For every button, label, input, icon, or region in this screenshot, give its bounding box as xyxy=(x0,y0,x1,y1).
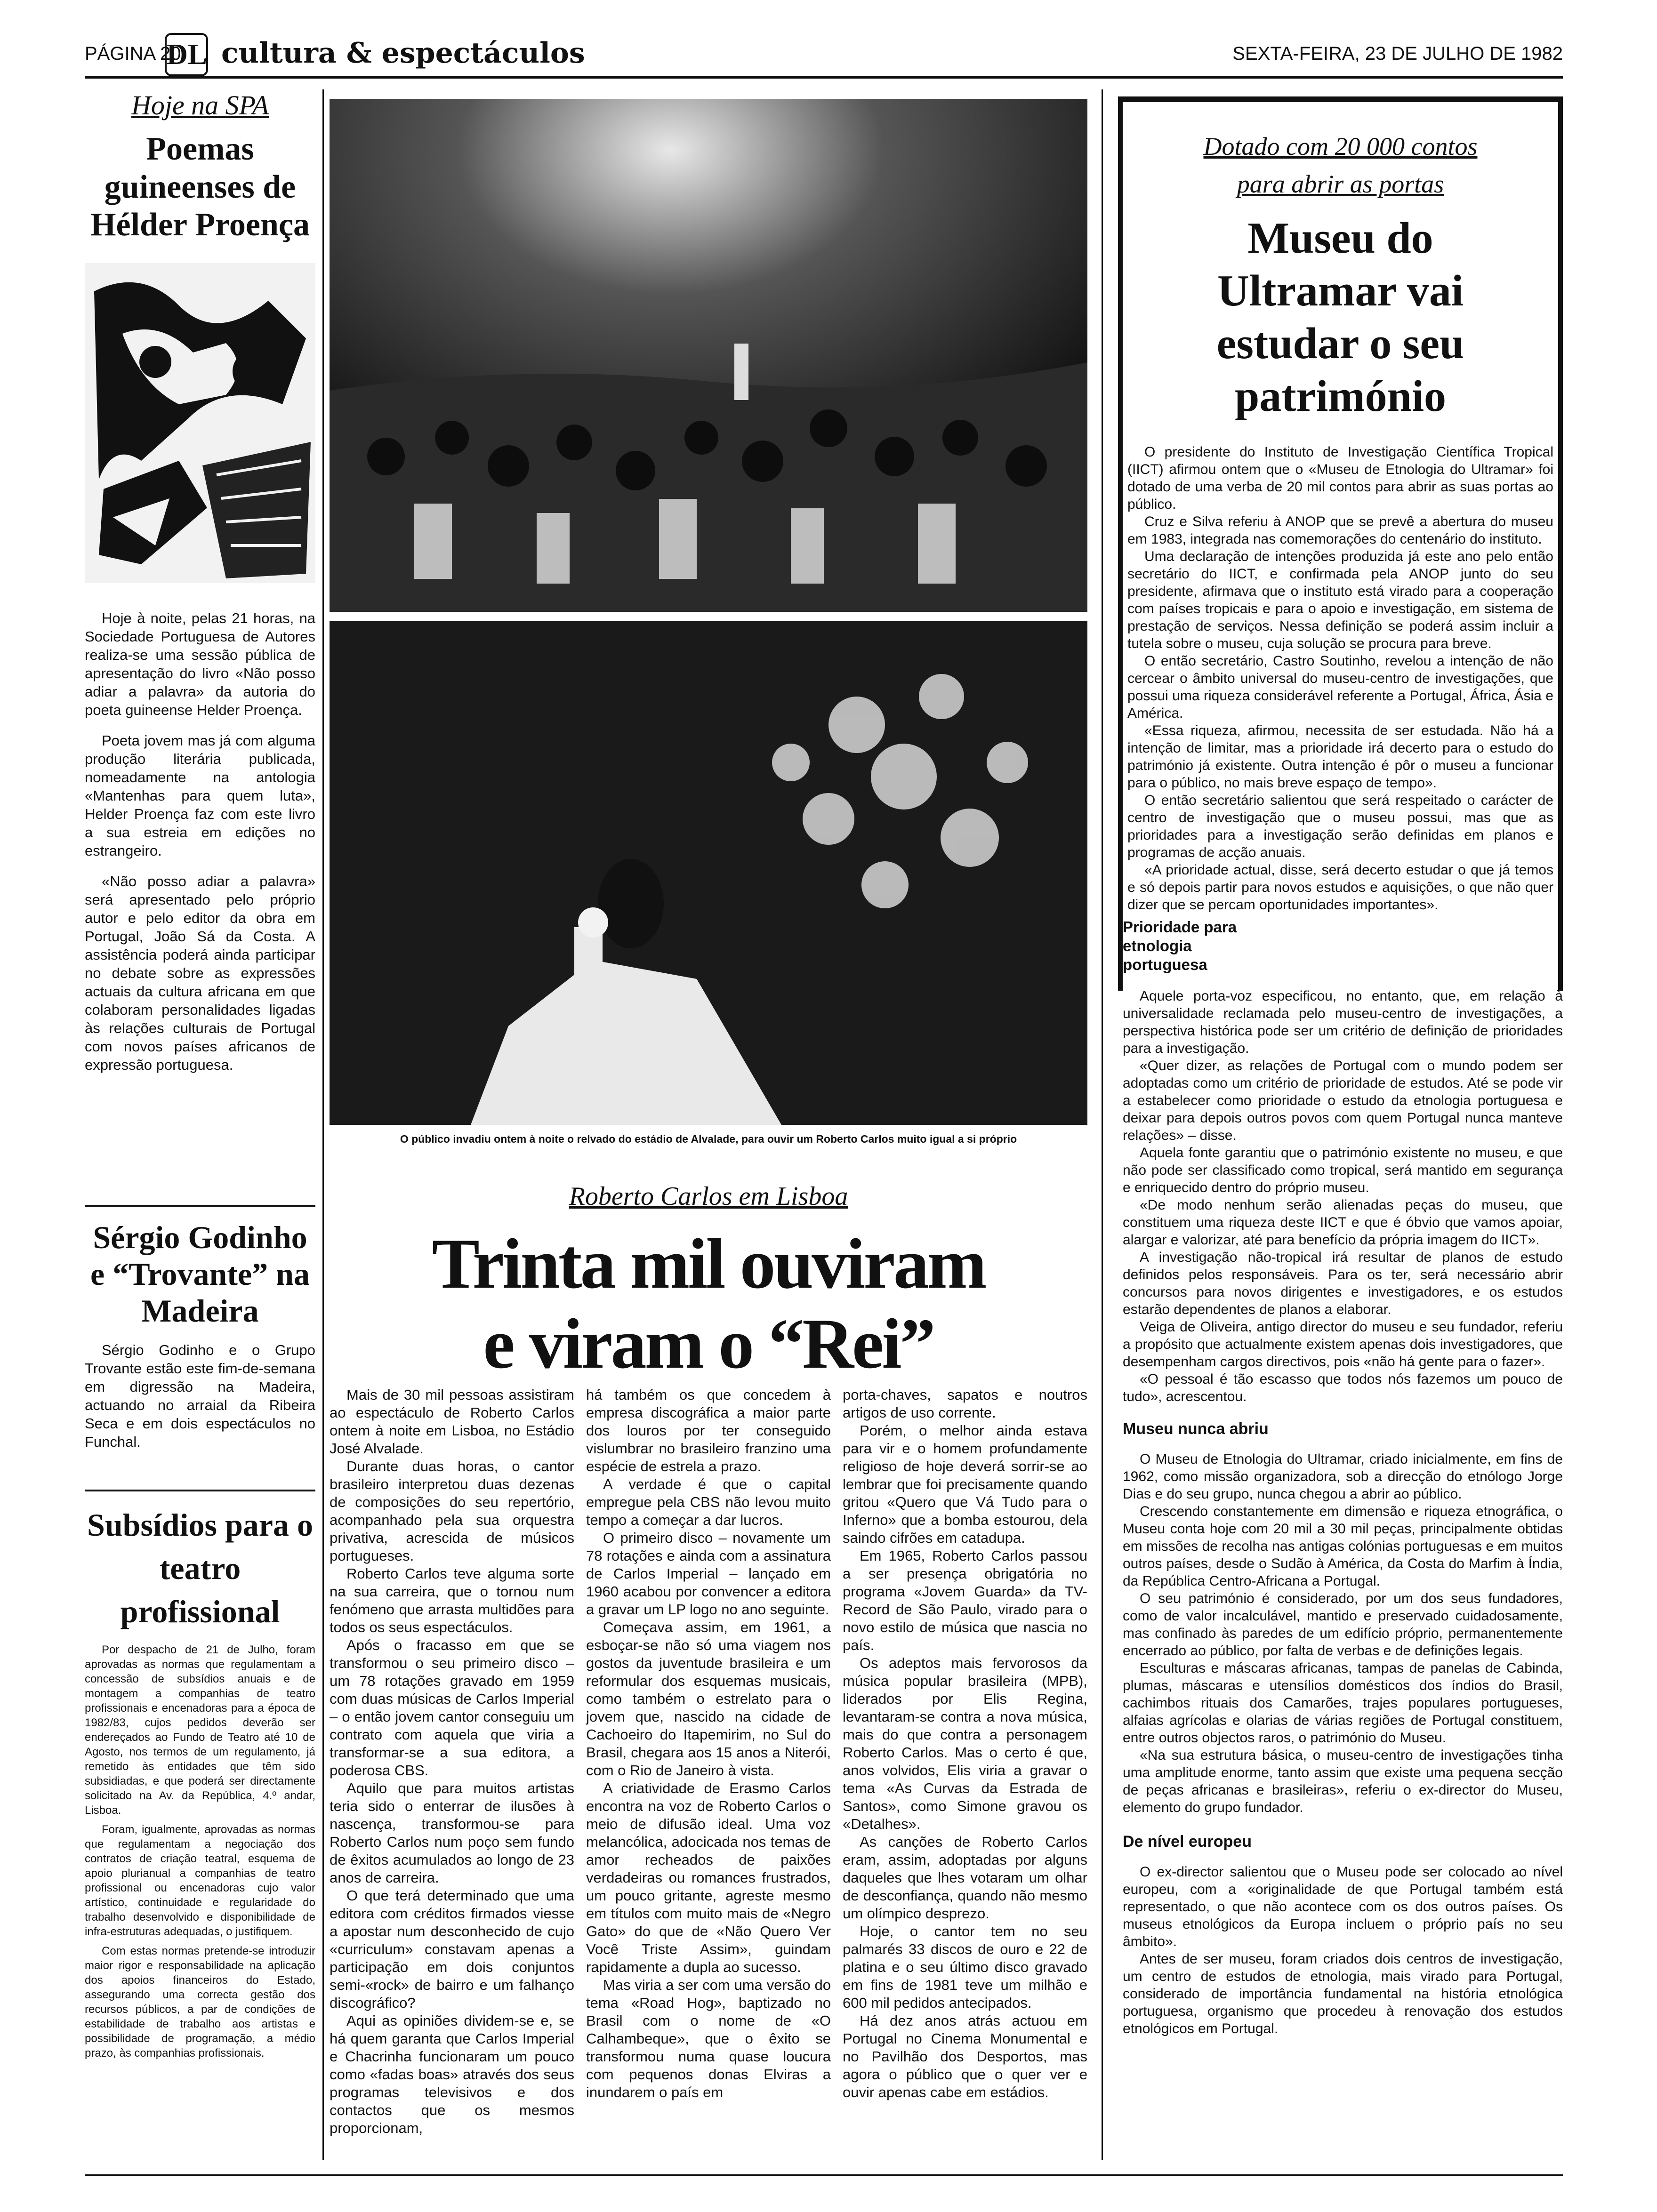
singer-graphic xyxy=(330,621,1087,1125)
never-opened-paragraph: «Na sua estrutura básica, o museu-centro de investigações tinha uma amplitude enorme, tanto assim que existe uma pequena secção de peças africanas e brasileiras», referiu o ex-director do Museu, elemento do grupo fundador. xyxy=(1123,1747,1563,1815)
roberto-headline xyxy=(330,1224,1087,1384)
crowd-graphic xyxy=(330,99,1087,612)
roberto-paragraph: Mas viria a ser com uma versão do tema «Road Hog», baptizado no Brasil com o nome de «O Calhambeque», que o êxito se transformou numa quase loucura com pequenos donas Elviras a inundarem o país em xyxy=(586,1977,831,2100)
european-level-paragraph: O ex-director salientou que o Museu pode ser colocado ao nível europeu, com a «originalidade de que Portugal também está representado, o que não acontece com os dos outros países. Os museus etnológicos da Europa incluem o próprio país no seu âmbito». xyxy=(1123,1864,1563,1949)
poems-paragraph-1: Hoje à noite, pelas 21 horas, na Sociedade Portuguesa de Autores realiza-se uma sessão pública de apresentação do livro «Não posso adiar a palavra» da autoria do poeta guineense Helder Proença. xyxy=(85,609,315,718)
theatre-paragraph-3: Com estas normas pretende-se introduzir maior rigor e responsabilidade na aplicação dos apoios financeiros do Estado, assegurando uma correcta gestão dos recursos públicos, a par de condições de estabilidade de trabalho aos artistas e possibilidade de programação, a médio prazo, às companhias profissionais. xyxy=(85,1945,315,2060)
roberto-paragraph: Aquilo que para muitos artistas teria sido o enterrar de ilusões à nascença, transformou-se para Roberto Carlos num poço sem fundo de êxitos acumulados ao longo de 23 anos de carreira. xyxy=(330,1780,574,1886)
roberto-paragraph: A criatividade de Erasmo Carlos encontra na voz de Roberto Carlos o meio de difusão ideal. Uma voz melancólica, adocicada nos temas de amor recheados de paixões verdadeiras ou romances frustrados, um pouco gritante, agreste mesmo em títulos com muito mais de «Negro Gato» do que de «Não Quero Ver Você Triste Assim», guindam rapidamente a dupla ao sucesso. xyxy=(586,1780,831,1975)
priority-subheading: Prioridade para etnologia portuguesa xyxy=(1123,918,1237,973)
roberto-paragraph: Começava assim, em 1961, a esboçar-se não só uma viagem nos gostos da juventude brasileira e um reformular dos esquemas musicais, como também o estrelato para o jovem que, nascido na cidade de Cachoeiro do Itapemirim, no Sul do Brasil, chegara aos 15 anos a Niterói, com o Rio de Janeiro à vista. xyxy=(586,1619,831,1779)
museum-kicker-2: para abrir as portas xyxy=(1237,170,1444,198)
spa-kicker: Hoje na SPA xyxy=(131,90,269,120)
never-opened-paragraph: O seu património é considerado, por um dos seus fundadores, como de valor incalculável, mantido e preservado cuidadosamente, mas confinado às paredes de um edifício próprio, permanentemente encerrado ao público, por falta de verbas e de definições legais. xyxy=(1123,1591,1563,1659)
museum-article xyxy=(1127,132,1553,914)
museum-paragraph: O então secretário salientou que será respeitado o carácter de centro de investigação que o museu possui, mas que as prioridades para a investigação serão definidas em planos e programas de acção anuais. xyxy=(1127,793,1553,860)
roberto-paragraph: O primeiro disco – novamente um 78 rotações e ainda com a assinatura de Carlos Imperial – lançado em 1960 acabou por convencer a editora a gravar um LP logo no ano seguinte. xyxy=(586,1530,831,1618)
roberto-paragraph: Mais de 30 mil pessoas assistiram ao espectáculo de Roberto Carlos ontem à noite em Lisboa, no Estádio José Alvalade. xyxy=(330,1387,574,1457)
godinho-article xyxy=(85,1219,315,1451)
photo-caption: O público invadiu ontem à noite o relvado do estádio de Alvalade, para ouvir um Roberto Carlos muito igual a si próprio xyxy=(400,1133,1017,1145)
european-level-subheading: De nível europeu xyxy=(1123,1833,1252,1851)
priority-paragraph: «De modo nenhum serão alienadas peças do museu, que constituem uma riqueza deste IICT e que é óbvio que vamos apoiar, alargar e valorizar, até para benefício da própria imagem do IICT». xyxy=(1123,1197,1563,1248)
poems-article xyxy=(85,609,315,1074)
section-title: cultura & espectáculos xyxy=(221,37,585,70)
singer-photo xyxy=(330,621,1087,1125)
priority-paragraph: Aquela fonte garantiu que o património existente no museu, e que não pode ser classificado como tropical, será mantido em segurança e enriquecido dentro do próprio museu. xyxy=(1123,1145,1563,1195)
theatre-article xyxy=(85,1504,315,2060)
never-opened-paragraph: Esculturas e máscaras africanas, tampas de panelas de Cabinda, plumas, máscaras e utensílios domésticos dos índios do Brasil, cachimbos rituais dos Camarões, trajes populares portugueses, alfaias agrícolas e olarias de várias regiões de Portugal constituem, entre outros objectos raros, o património do Museu. xyxy=(1123,1660,1563,1746)
museum-paragraph: «Essa riqueza, afirmou, necessita de ser estudada. Não há a intenção de limitar, mas a prioridade irá decerto para o estudo do património já existente. Outra intenção é pôr o museu a funcionar para o público, no mais breve espaço de tempo». xyxy=(1127,723,1553,791)
never-opened-paragraph: Crescendo constantemente em dimensão e riqueza etnográfica, o Museu conta hoje com 20 mil a 30 mil peças, principalmente obtidas em missões de recolha nas antigas colónias portuguesas e em muitos outros países, desde o Sudão à América, da Costa do Marfim à Índia, da República Centro-Africana a Portugal. xyxy=(1123,1504,1563,1589)
theatre-paragraph-1: Por despacho de 21 de Julho, foram aprovadas as normas que regulamentam a concessão de subsídios anuais e de montagem a companhias de teatro profissionais e encenadoras para a época de 1982/83, cujos pedidos deverão ser endereçados ao Fundo de Teatro até 10 de Agosto, nos termos de um regulamento, já remetido às entidades que têm sido subsidiadas, e que poderá ser directamente solicitado na Av. da República, 4.º andar, Lisboa. xyxy=(85,1643,315,1817)
priority-paragraph: «Quer dizer, as relações de Portugal com o mundo podem ser adoptadas como um critério de prioridade de estudos. Até se pode vir a estabelecer como prioridade o estudo da etnologia portuguesa e deixar para depois outros povos com quem Portugal nunca manteve relações» – disse. xyxy=(1123,1058,1563,1143)
poster-art-graphic xyxy=(85,263,315,583)
poems-headline: Poemas guineenses de Hélder Proença xyxy=(90,131,310,243)
theatre-paragraph-2: Foram, igualmente, aprovadas as normas que regulamentam a negociação dos contratos de criação teatral, esquema de apoio plurianual a companhias de teatro profissional ou encenadoras cujo valor artístico, continuidade e regularidade do trabalho desenvolvido e disponibilidade de infra-estruturas adequadas, o justifiquem. xyxy=(85,1823,315,1939)
left-column xyxy=(85,89,315,1074)
roberto-paragraph: porta-chaves, sapatos e noutros artigos de uso corrente. xyxy=(843,1387,1087,1421)
roberto-paragraph: As canções de Roberto Carlos eram, assim, adoptadas por alguns daqueles que lhes votaram um olhar de desconfiança, quando não mesmo um olímpico desprezo. xyxy=(843,1834,1087,1922)
museum-headline: Museu do Ultramar vai estudar o seu património xyxy=(1216,214,1464,421)
page-bottom-rule xyxy=(85,2174,1563,2176)
museum-continued xyxy=(1123,918,1563,2037)
left-divider-1 xyxy=(85,1205,315,1207)
poems-paragraph-3: «Não posso adiar a palavra» será apresentado pelo próprio autor e pelo editor da obra em Portugal, João Sá da Costa. A assistência poderá ainda participar no debate sobre as expressões actuais da cultura africana em que colaboram personalidades ligadas às relações culturais de Portugal com novos países africanos de expressão portuguesa. xyxy=(85,873,315,1073)
never-opened-paragraph: O Museu de Etnologia do Ultramar, criado inicialmente, em fins de 1962, como missão organizadora, sob a direcção do etnólogo Jorge Dias e do seu grupo, nunca chegou a abrir ao público. xyxy=(1123,1451,1563,1502)
museum-paragraph: «A prioridade actual, disse, será decerto estudar o que já temos e só depois partir para novos estudos e aquisições, o que não quer dizer que se percam oportunidades importantes». xyxy=(1127,862,1553,913)
roberto-headline-line-1: Trinta mil ouviram xyxy=(432,1224,985,1303)
column-rule-right xyxy=(1102,89,1103,2160)
priority-paragraph: «O pessoal é tão escasso que todos nós fazemos um pouco de tudo», acrescentou. xyxy=(1123,1371,1563,1404)
roberto-column-2 xyxy=(586,1386,831,2101)
newspaper-logo: DL xyxy=(165,33,208,76)
column-rule-left xyxy=(322,89,324,2160)
left-divider-2 xyxy=(85,1490,315,1491)
priority-paragraph: Veiga de Oliveira, antigo director do museu e seu fundador, referiu a propósito que actualmente existem apenas dois investigadores, que desempenham cargos directivos, pois «não há gente para o fazer». xyxy=(1123,1319,1563,1370)
roberto-column-3 xyxy=(843,1386,1087,2101)
roberto-paragraph: Em 1965, Roberto Carlos passou a ser presença obrigatória no programa «Jovem Guarda» da TV-Record de São Paulo, virado para o novo estilo de música que nascia no país. xyxy=(843,1547,1087,1653)
roberto-paragraph: A verdade é que o capital empregue pela CBS não levou muito tempo a começar a dar lucros. xyxy=(586,1476,831,1528)
poster-illustration xyxy=(85,263,315,583)
priority-paragraph: A investigação não-tropical irá resultar de planos de estudo definidos pelos responsáveis. Para os ter, será necessário abrir concursos para novos dirigentes e investigadores, e os estudos estarão dependentes de planos a elaborar. xyxy=(1123,1250,1563,1317)
museum-body xyxy=(1127,443,1553,914)
roberto-paragraph: Porém, o melhor ainda estava para vir e o homem profundamente religioso de hoje deverá sorrir-se ao lembrar que foi precisamente quando gritou «Quero que Vá Tudo para o Inferno» que a bomba estourou, dela saindo cifrões em catadupa. xyxy=(843,1422,1087,1546)
roberto-paragraph: Aqui as opiniões dividem-se e, se há quem garanta que Carlos Imperial e Chacrinha funcionaram um pouco como «fadas boas» através dos seus programas televisivos e dos contactos que os mesmos proporcionam, xyxy=(330,2012,574,2136)
museum-paragraph: Cruz e Silva referiu à ANOP que se prevê a abertura do museu em 1983, integrada nas comemorações do centenário do instituto. xyxy=(1127,514,1553,547)
museum-paragraph: O presidente do Instituto de Investigação Científica Tropical (IICT) afirmou ontem que o «Museu de Etnologia do Ultramar» foi dotado de uma verba de 20 mil contos para abrir as suas portas ao público. xyxy=(1127,444,1553,512)
roberto-column-1 xyxy=(330,1386,574,2137)
godinho-paragraph: Sérgio Godinho e o Grupo Trovante estão este fim-de-semana em digressão na Madeira, actuando no arraial da Ribeira Seca e em dois espectáculos no Funchal. xyxy=(85,1341,315,1450)
priority-paragraph: Aquele porta-voz especificou, no entanto, que, em relação à universalidade reclamada pelo museu-centro de investigações, a perspectiva histórica pode ser um critério de definição de prioridades para a investigação. xyxy=(1123,988,1563,1056)
museum-paragraph: Uma declaração de intenções produzida já este ano pelo então secretário do IICT, e confirmada pela ANOP junto do seu presidente, afirmava que o instituto está virado para a cooperação com países tropicais e para o apoio e investigação, em sistema de prestação de serviços. Nessa definição se poderá assim incluir a tutela sobre o museu, cuja solução se procura para breve. xyxy=(1127,549,1553,651)
stadium-crowd-photo xyxy=(330,99,1087,612)
roberto-headline-line-2: e viram o “Rei” xyxy=(483,1304,934,1383)
roberto-paragraph: Há dez anos atrás actuou em Portugal no Cinema Monumental e no Pavilhão dos Desportos, mas agora o público que o quer ver e ouvir apenas cabe em estádios. xyxy=(843,2012,1087,2100)
roberto-paragraph: O que terá determinado que uma editora com créditos firmados viesse a apostar num desconhecido de cujo «curriculum» constavam apenas a participação em dois conjuntos semi-«rock» de bairro e um falhanço discográfico? xyxy=(330,1887,574,2011)
roberto-paragraph: Os adeptos mais fervorosos da música popular brasileira (MPB), liderados por Elis Regina, levantaram-se contra a nova música, mais do que contra a personagem Roberto Carlos. Mas o certo é que, anos volvidos, Elis viria a gravar o tema «As Curvas da Estrada de Santos», como Simone gravou os «Detalhes». xyxy=(843,1655,1087,1832)
never-opened-subheading: Museu nunca abriu xyxy=(1123,1420,1269,1438)
roberto-paragraph: há também os que concedem à empresa discográfica a maior parte dos louros por ter conseguido vislumbrar no brasileiro franzino uma espécie de estrela a prazo. xyxy=(586,1387,831,1475)
roberto-paragraph: Roberto Carlos teve alguma sorte na sua carreira, que o tornou num fenómeno que arrasta multidões para todos os seus espectáculos. xyxy=(330,1565,574,1635)
page-number: PÁGINA 20 xyxy=(85,43,181,64)
poems-paragraph-2: Poeta jovem mas já com alguma produção literária publicada, nomeadamente na antologia «Mantenhas para quem luta», Helder Proença faz com este livro a sua estreia em edições no estrangeiro. xyxy=(85,732,315,859)
theatre-headline: Subsídios para o teatro profissional xyxy=(87,1507,313,1629)
issue-date: SEXTA-FEIRA, 23 DE JULHO DE 1982 xyxy=(1232,43,1563,64)
godinho-headline: Sérgio Godinho e “Trovante” na Madeira xyxy=(90,1219,310,1329)
european-level-paragraph: Antes de ser museu, foram criados dois centros de investigação, um centro de estudos de etnologia, mais virado para Portugal, considerado de importância fundamental na história etnológica portuguesa, organismo que procedeu à renovação dos estudos etnológicos em Portugal. xyxy=(1123,1951,1563,2036)
roberto-paragraph: Durante duas horas, o cantor brasileiro interpretou duas dezenas de composições do seu repertório, acompanhado pela sua orquestra privativa, acrescida de músicos portugueses. xyxy=(330,1458,574,1564)
museum-kicker-1: Dotado com 20 000 contos xyxy=(1203,132,1478,160)
museum-paragraph: O então secretário, Castro Soutinho, revelou a intenção de não cercear o âmbito universal do museu-centro de investigações, que possui uma riqueza considerável referente a Portugal, África, Ásia e América. xyxy=(1127,653,1553,721)
roberto-kicker: Roberto Carlos em Lisboa xyxy=(569,1182,848,1211)
roberto-paragraph: Após o fracasso em que se transformou o seu primeiro disco – um 78 rotações gravado em 1959 com duas músicas de Carlos Imperial – o então jovem cantor conseguiu um contrato com aquela que viria a transformar-se a sua editora, a poderosa CBS. xyxy=(330,1637,574,1779)
header-rule xyxy=(85,76,1563,79)
roberto-paragraph: Hoje, o cantor tem no seu palmarés 33 discos de ouro e 22 de platina e o seu último disco gravado em fins de 1981 teve um milhão e 600 mil pedidos antecipados. xyxy=(843,1923,1087,2011)
page-header xyxy=(85,38,1563,71)
